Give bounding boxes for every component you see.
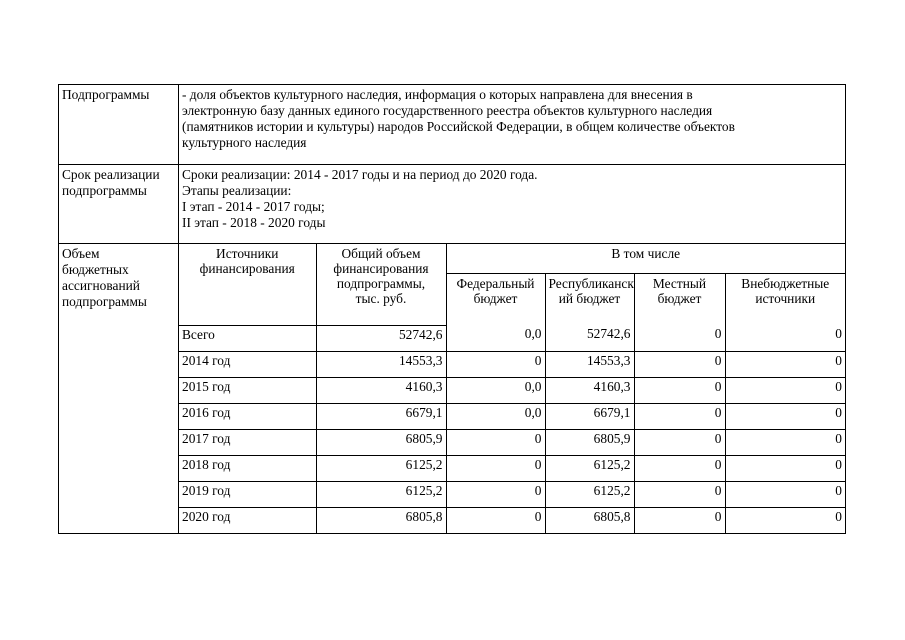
cell-republic: 6805,8: [545, 507, 634, 533]
cell-extra: 0: [725, 429, 845, 455]
cell-source: 2019 год: [179, 481, 316, 507]
cell-source: 2015 год: [179, 377, 316, 403]
cell-federal: 0: [446, 507, 545, 533]
cell-source: 2014 год: [179, 351, 316, 377]
cell-local: 0: [634, 403, 725, 429]
table-row: [179, 455, 845, 481]
cell-republic: 6679,1: [545, 403, 634, 429]
cell-federal: 0: [446, 429, 545, 455]
cell-extra: 0: [725, 455, 845, 481]
cell-federal: 0: [446, 351, 545, 377]
row-term: [59, 165, 846, 244]
cell-extra: 0: [725, 507, 845, 533]
cell-federal: 0: [446, 455, 545, 481]
table-row: [179, 507, 845, 533]
cell-local: 0: [634, 377, 725, 403]
label-subprograms: Подпрограммы: [59, 85, 179, 165]
text-subprograms: - доля объектов культурного наследия, информация о которых направлена для внесения в электронную базу данных единого государственного реестра объектов культурного наследия (памятников истории и культуры) народов Российской Федерации, в общем количестве объектов культурного наследия: [179, 85, 846, 165]
cell-local: 0: [634, 325, 725, 351]
table-row: [179, 377, 845, 403]
cell-extra: 0: [725, 377, 845, 403]
cell-republic: 52742,6: [545, 325, 634, 351]
header-including: В том числе: [446, 244, 845, 273]
cell-local: 0: [634, 507, 725, 533]
cell-total: 52742,6: [316, 325, 446, 351]
cell-extra: 0: [725, 325, 845, 351]
cell-extra: 0: [725, 403, 845, 429]
finance-table: [179, 244, 845, 533]
header-federal: Федеральный бюджет: [446, 273, 545, 325]
cell-source: 2016 год: [179, 403, 316, 429]
cell-federal: 0: [446, 481, 545, 507]
passport-table: [58, 84, 846, 534]
cell-republic: 6805,9: [545, 429, 634, 455]
cell-total: 6679,1: [316, 403, 446, 429]
cell-total: 14553,3: [316, 351, 446, 377]
finance-body: [179, 325, 845, 533]
header-source: Источники финансирования: [179, 244, 316, 325]
table-row: [179, 403, 845, 429]
cell-total: 4160,3: [316, 377, 446, 403]
cell-federal: 0,0: [446, 377, 545, 403]
cell-republic: 4160,3: [545, 377, 634, 403]
cell-total: 6125,2: [316, 455, 446, 481]
cell-total: 6125,2: [316, 481, 446, 507]
cell-local: 0: [634, 455, 725, 481]
finance-cell: [179, 244, 846, 534]
label-term: Срок реализации подпрограммы: [59, 165, 179, 244]
cell-republic: 6125,2: [545, 455, 634, 481]
table-row: [179, 351, 845, 377]
cell-source: 2018 год: [179, 455, 316, 481]
table-row: [179, 429, 845, 455]
cell-total: 6805,8: [316, 507, 446, 533]
cell-federal: 0,0: [446, 325, 545, 351]
cell-extra: 0: [725, 481, 845, 507]
text-term: Сроки реализации: 2014 - 2017 годы и на период до 2020 года. Этапы реализации: I этап - 2014 - 2017 годы; II этап - 2018 - 2020 годы: [179, 165, 846, 244]
header-extra: Внебюджетные источники: [725, 273, 845, 325]
cell-local: 0: [634, 429, 725, 455]
cell-republic: 14553,3: [545, 351, 634, 377]
table-row: [179, 325, 845, 351]
header-local: Местный бюджет: [634, 273, 725, 325]
cell-source: Всего: [179, 325, 316, 351]
finance-header-row-1: [179, 244, 845, 273]
header-total: Общий объем финансирования подпрограммы, тыс. руб.: [316, 244, 446, 325]
cell-federal: 0,0: [446, 403, 545, 429]
cell-total: 6805,9: [316, 429, 446, 455]
row-budget: [59, 244, 846, 534]
row-subprograms: [59, 85, 846, 165]
cell-republic: 6125,2: [545, 481, 634, 507]
label-budget: Объем бюджетных ассигнований подпрограммы: [59, 244, 179, 534]
table-row: [179, 481, 845, 507]
cell-extra: 0: [725, 351, 845, 377]
cell-local: 0: [634, 351, 725, 377]
header-republic: Республиканск ий бюджет: [545, 273, 634, 325]
cell-local: 0: [634, 481, 725, 507]
cell-source: 2017 год: [179, 429, 316, 455]
cell-source: 2020 год: [179, 507, 316, 533]
